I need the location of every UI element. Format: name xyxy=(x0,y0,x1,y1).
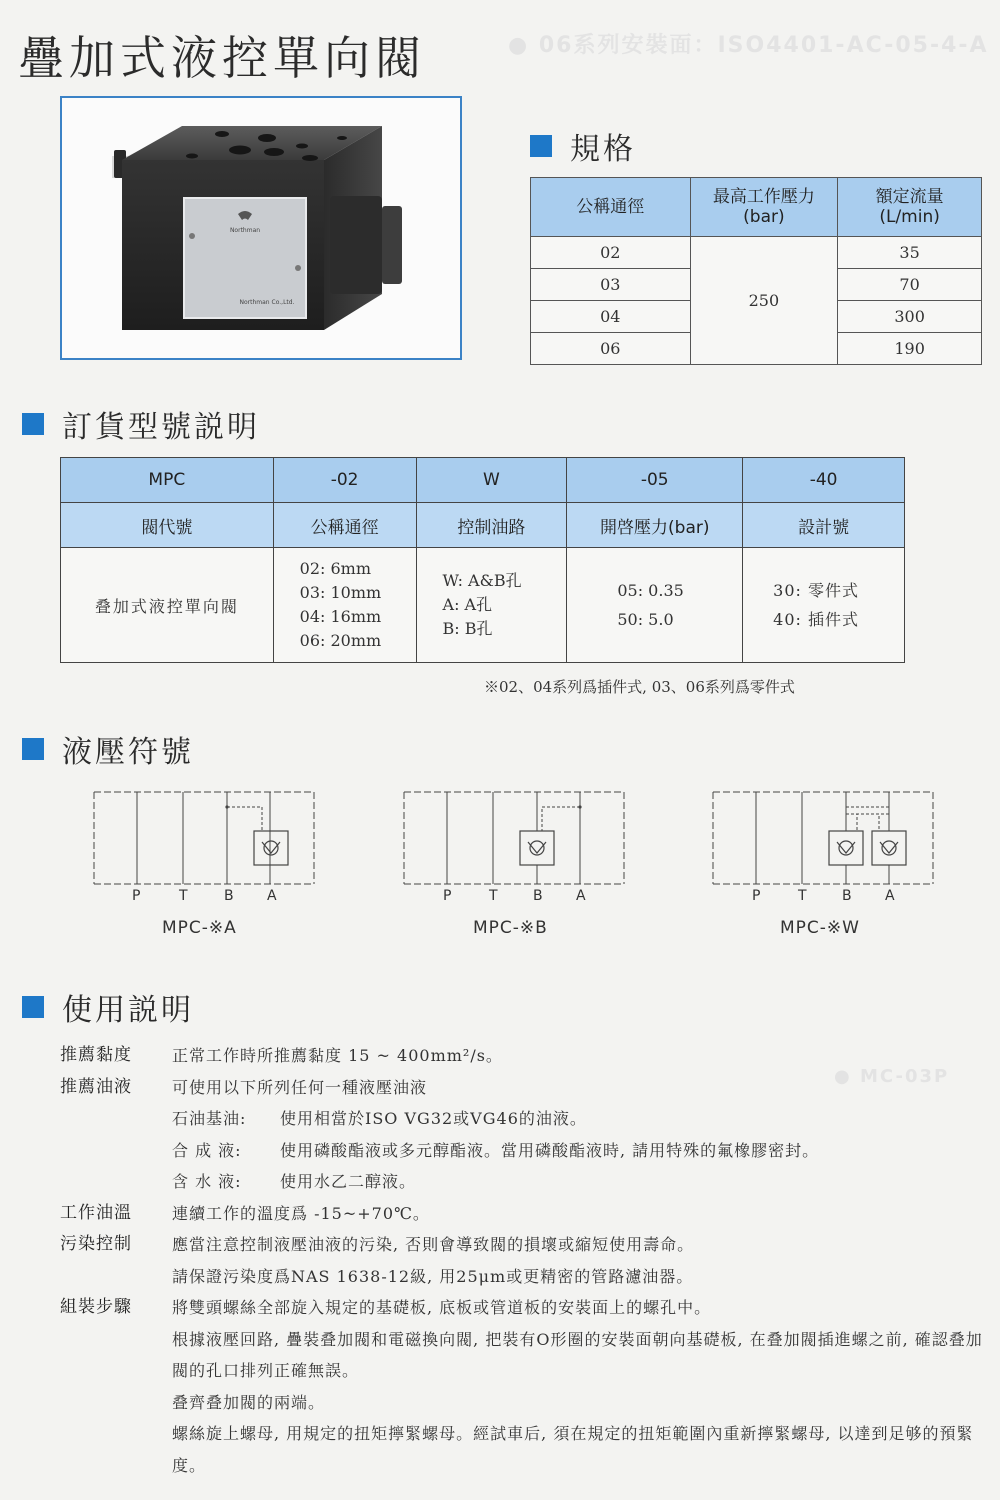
port-label-t: T xyxy=(179,888,188,904)
usage-heading: 使用説明 xyxy=(22,985,194,1029)
port-label-a: A xyxy=(576,888,586,904)
valve-illustration xyxy=(62,98,460,358)
port-label-p: P xyxy=(752,888,761,904)
usage-oil-label: 推薦油液 xyxy=(60,1076,132,1097)
order-heading: 訂貨型號説明 xyxy=(22,402,260,446)
order-title-size: 公稱通徑 xyxy=(273,503,416,548)
order-code-table xyxy=(60,457,905,663)
order-control-options xyxy=(416,548,567,663)
usage-assembly-label: 組裝步驟 xyxy=(60,1297,132,1317)
order-title-control: 控制油路 xyxy=(416,503,567,548)
symbol-mpc-a xyxy=(92,790,317,940)
usage-oil-item xyxy=(60,1135,995,1167)
list-item: A: A孔 xyxy=(442,595,493,614)
symbol-mpc-w xyxy=(711,790,936,940)
symbol-w-ports xyxy=(711,888,936,908)
usage-oil-item-desc: 使用水乙二醇液。 xyxy=(280,1172,417,1191)
list-item: 50: 5.0 xyxy=(617,610,674,629)
table-row xyxy=(61,548,905,663)
spec-flow-cell: 35 xyxy=(838,237,982,269)
usage-contam-line: 應當注意控制液壓油液的污染, 否則會導致閥的損壞或縮短使用壽命。 xyxy=(172,1235,695,1254)
spec-header-size: 公稱通徑 xyxy=(531,178,691,237)
list-item: 30: 零件式 xyxy=(773,581,859,600)
usage-temp-label: 工作油溫 xyxy=(60,1202,132,1223)
symbol-a-diagram xyxy=(92,790,317,886)
usage-oil-item xyxy=(60,1103,995,1135)
section-marker-icon xyxy=(530,135,552,157)
usage-oil xyxy=(60,1072,995,1104)
photo-brand-label: Northman xyxy=(229,227,261,234)
spec-flow-cell: 70 xyxy=(838,269,982,301)
symbol-a-name: MPC-※A xyxy=(162,918,237,938)
list-item: 40: 插件式 xyxy=(773,610,859,629)
usage-viscosity-label: 推薦黏度 xyxy=(60,1045,132,1065)
usage-viscosity-text: 正常工作時所推薦黏度 15 ~ 400mm²/s。 xyxy=(172,1046,503,1065)
order-title-pressure: 開啓壓力(bar) xyxy=(567,503,743,548)
usage-oil-item xyxy=(60,1166,995,1198)
order-valve-desc: 叠加式液控單向閥 xyxy=(61,548,274,663)
spec-flow-cell: 190 xyxy=(838,333,982,365)
usage-oil-text: 可使用以下所列任何一種液壓油液 xyxy=(172,1077,428,1097)
usage-contamination xyxy=(60,1229,995,1261)
port-label-a: A xyxy=(885,888,895,904)
usage-temperature xyxy=(60,1198,995,1230)
symbol-b-name: MPC-※B xyxy=(473,918,548,938)
symbol-a-ports xyxy=(92,888,317,908)
spec-heading: 規格 xyxy=(530,124,636,168)
symbol-mpc-b xyxy=(402,790,627,940)
page-title: 疊加式液控單向閥 xyxy=(18,31,426,85)
order-code-design: -40 xyxy=(743,458,905,503)
usage-oil-item-desc: 使用磷酸酯液或多元醇酯液。當用磷酸酯液時, 請用特殊的氟橡膠密封。 xyxy=(280,1140,820,1160)
list-item: 04: 16mm xyxy=(299,607,382,626)
usage-oil-item-name: 合 成 液: xyxy=(172,1140,242,1160)
list-item: W: A&B孔 xyxy=(442,571,522,590)
usage-assembly-line: 叠齊叠加閥的兩端。 xyxy=(172,1392,326,1412)
symbol-b-diagram xyxy=(402,790,627,886)
spec-size-cell: 04 xyxy=(531,301,691,333)
section-marker-icon xyxy=(22,996,44,1018)
usage-contam-label: 污染控制 xyxy=(60,1234,132,1254)
order-pressure-options xyxy=(567,548,743,663)
usage-oil-item-name: 含 水 液: xyxy=(172,1172,242,1191)
usage-instructions xyxy=(60,1040,995,1481)
spec-size-cell: 06 xyxy=(531,333,691,365)
list-item: 05: 0.35 xyxy=(617,581,684,600)
list-item: 03: 10mm xyxy=(299,583,382,602)
spec-header-flow: 額定流量 (L/min) xyxy=(838,178,982,237)
port-label-p: P xyxy=(132,888,141,904)
background-ghost-text-1: ● 06系列安裝面：ISO4401-AC-05-4-A xyxy=(508,33,989,58)
order-code-mpc: MPC xyxy=(61,458,274,503)
usage-contam-line: 請保證污染度爲NAS 1638-12級, 用25μm或更精密的管路濾油器。 xyxy=(172,1266,694,1286)
usage-viscosity xyxy=(60,1040,995,1072)
symbol-b-ports xyxy=(402,888,627,908)
usage-assembly-line: 螺絲旋上螺母, 用規定的扭矩擰緊螺母。經試車后, 須在規定的扭矩範圍內重新擰緊螺母, 以達到足够的預緊度。 xyxy=(172,1424,974,1475)
list-item: 02: 6mm xyxy=(299,559,372,578)
spec-flow-cell: 300 xyxy=(838,301,982,333)
order-code-size: -02 xyxy=(273,458,416,503)
port-label-t: T xyxy=(489,888,498,904)
port-label-b: B xyxy=(224,888,234,904)
usage-assembly xyxy=(60,1292,995,1324)
port-label-a: A xyxy=(267,888,277,904)
order-title-valve: 閥代號 xyxy=(61,503,274,548)
order-size-options xyxy=(273,548,416,663)
product-photo xyxy=(60,96,462,360)
order-code-pressure: -05 xyxy=(567,458,743,503)
order-note: ※02、04系列爲插件式, 03、06系列爲零件式 xyxy=(484,678,795,696)
section-marker-icon xyxy=(22,413,44,435)
usage-oil-item-name: 石油基油: xyxy=(172,1109,247,1128)
background-ghost-text-2: ● MC-03P xyxy=(834,1066,950,1087)
list-item: B: B孔 xyxy=(442,619,493,638)
port-label-t: T xyxy=(798,888,807,904)
table-row xyxy=(531,237,982,269)
port-label-b: B xyxy=(842,888,852,904)
spec-size-cell: 03 xyxy=(531,269,691,301)
symbol-heading: 液壓符號 xyxy=(22,727,194,771)
order-design-options xyxy=(743,548,905,663)
spec-pressure-cell: 250 xyxy=(690,237,838,365)
spec-table xyxy=(530,177,982,365)
order-code-control: W xyxy=(416,458,567,503)
spec-header-pressure: 最高工作壓力 (bar) xyxy=(690,178,838,237)
symbol-w-diagram xyxy=(711,790,936,886)
section-marker-icon xyxy=(22,738,44,760)
order-title-design: 設計號 xyxy=(743,503,905,548)
usage-assembly-line: 將雙頭螺絲全部旋入規定的基礎板, 底板或管道板的安裝面上的螺孔中。 xyxy=(172,1298,712,1317)
symbol-w-name: MPC-※W xyxy=(780,918,860,938)
list-item: 06: 20mm xyxy=(299,631,382,650)
spec-size-cell: 02 xyxy=(531,237,691,269)
usage-oil-item-desc: 使用相當於ISO VG32或VG46的油液。 xyxy=(280,1109,587,1128)
photo-plate-text: Northman Co.,Ltd. xyxy=(239,299,295,306)
port-label-p: P xyxy=(443,888,452,904)
usage-assembly-line: 根據液壓回路, 疊裝叠加閥和電磁換向閥, 把裝有O形圈的安裝面朝向基礎板, 在叠加閥插進螺之前, 確認叠加閥的孔口排列正確無誤。 xyxy=(172,1329,983,1380)
usage-temp-text: 連續工作的溫度爲 -15~+70℃。 xyxy=(172,1203,430,1223)
port-label-b: B xyxy=(533,888,543,904)
